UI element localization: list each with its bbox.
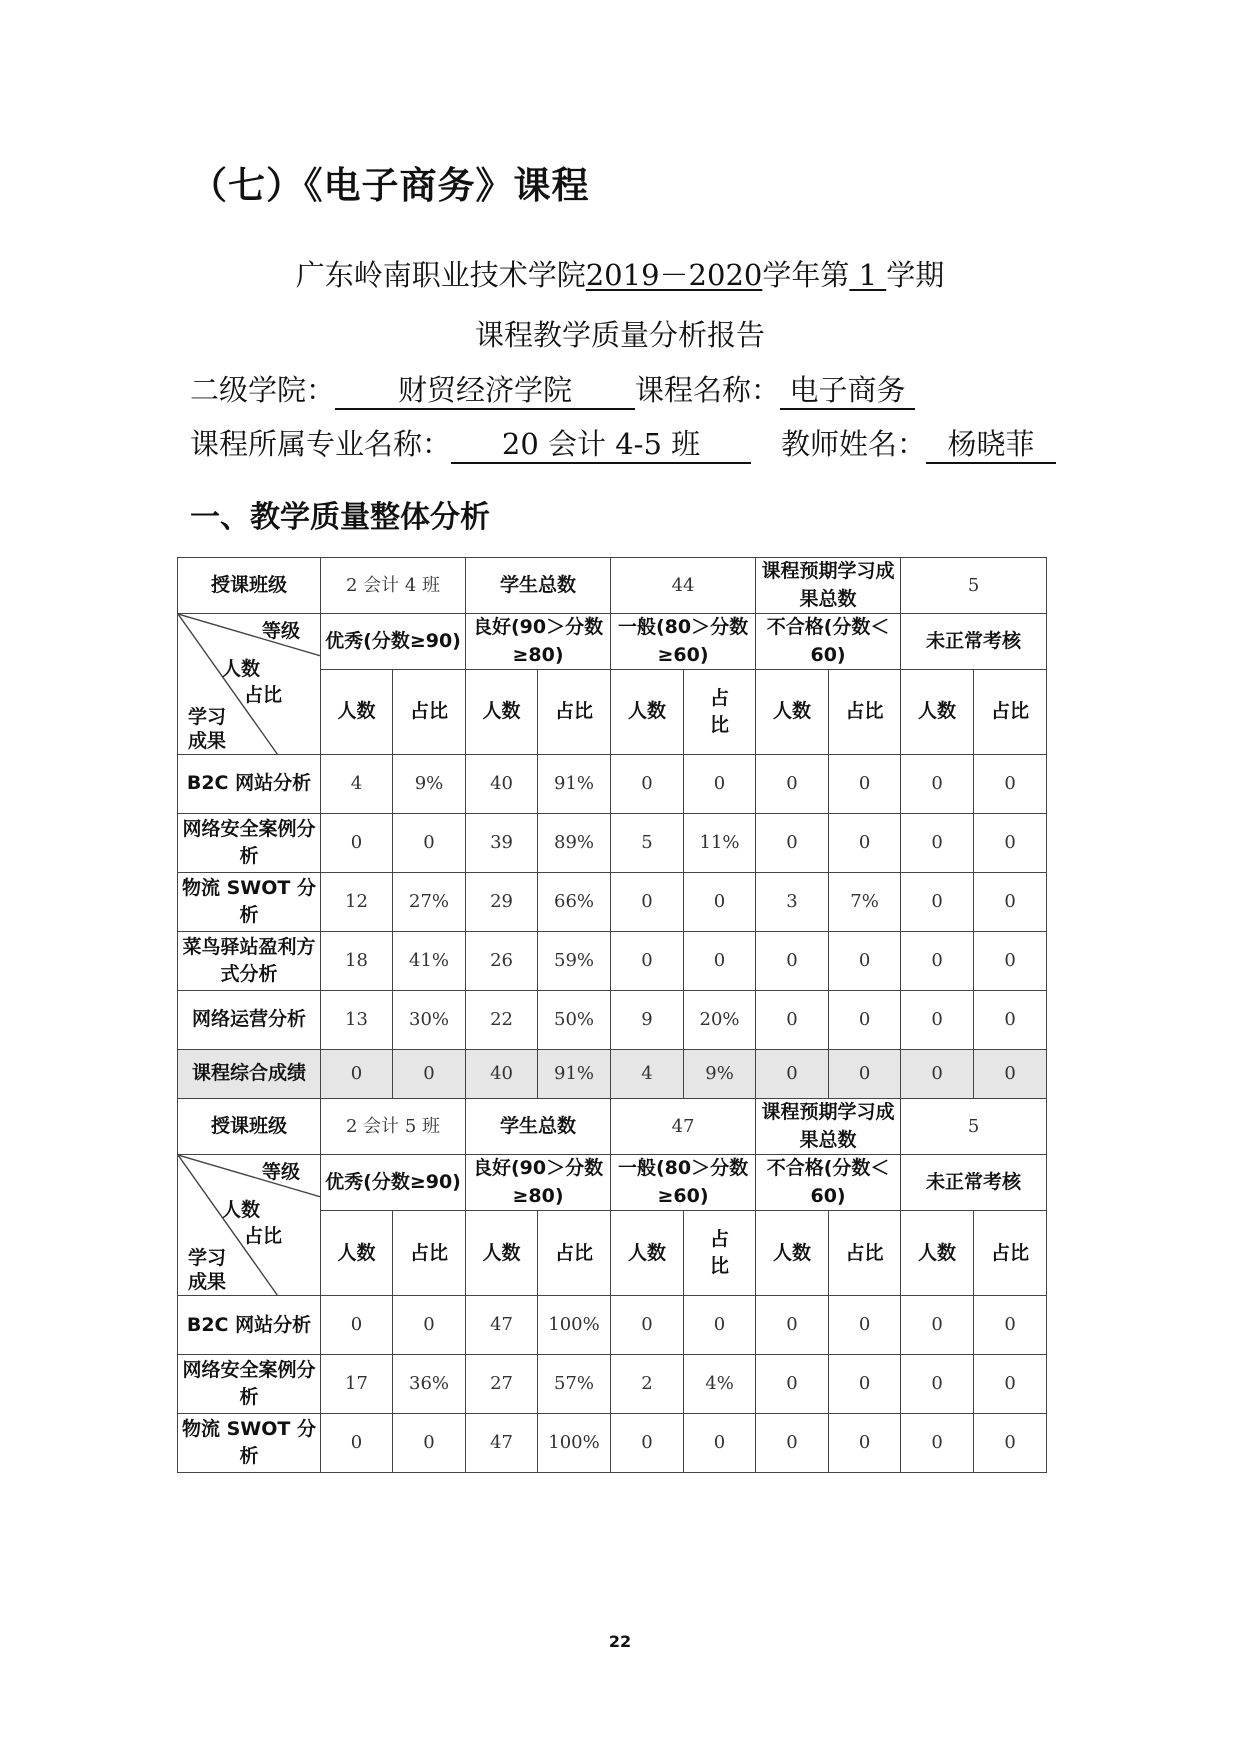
- ratio-header-part-2: 比: [710, 1255, 730, 1278]
- ratio-cell: 57%: [538, 1355, 611, 1414]
- count-cell: 0: [901, 1296, 974, 1355]
- count-cell: 5: [611, 814, 684, 873]
- count-cell: 0: [756, 755, 829, 814]
- count-cell: 3: [756, 873, 829, 932]
- ratio-cell: 0: [974, 1355, 1047, 1414]
- ratio-cell: 91%: [538, 755, 611, 814]
- table-row: [178, 932, 1047, 991]
- course-label: 课程名称：: [635, 373, 781, 407]
- ratio-cell: 30%: [393, 991, 466, 1050]
- outcome-name: 物流 SWOT 分析: [178, 873, 321, 932]
- school-name: 广东岭南职业技术学院: [295, 258, 586, 292]
- outcome-corner-label-1: 学习: [188, 706, 227, 729]
- ratio-cell: 0: [974, 991, 1047, 1050]
- table-row: [178, 991, 1047, 1050]
- count-cell: 18: [321, 932, 393, 991]
- ratio-cell: 41%: [393, 932, 466, 991]
- academic-year: 2019－2020: [585, 258, 763, 292]
- table-row: [178, 873, 1047, 932]
- ratio-cell: 4%: [684, 1355, 756, 1414]
- report-header-line1: [0, 253, 1240, 294]
- ratio-cell: 0: [684, 932, 756, 991]
- ratio-cell: 0: [974, 873, 1047, 932]
- grade-header: 良好(90＞分数≥80): [466, 1155, 611, 1211]
- grade-header: 一般(80＞分数≥60): [611, 614, 756, 670]
- class-label: 授课班级: [178, 558, 321, 614]
- ratio-cell: 0: [684, 1296, 756, 1355]
- count-cell: 0: [611, 932, 684, 991]
- year-suffix: 学年第: [762, 258, 850, 292]
- ratio-header: 占比: [974, 670, 1047, 755]
- count-header: 人数: [611, 1211, 684, 1296]
- count-cell: 0: [321, 1414, 393, 1473]
- count-cell: 0: [321, 1296, 393, 1355]
- outcome-corner-label-2: 成果: [188, 730, 227, 753]
- grade-corner-label: 等级: [261, 1161, 300, 1184]
- ratio-cell: 0: [829, 814, 901, 873]
- count-cell: 0: [756, 814, 829, 873]
- ratio-cell: 0: [974, 1050, 1047, 1099]
- count-cell: 29: [466, 873, 538, 932]
- outcome-name: 物流 SWOT 分析: [178, 1414, 321, 1473]
- count-cell: 0: [321, 814, 393, 873]
- count-header: 人数: [756, 670, 829, 755]
- table-row: [178, 558, 1047, 614]
- term-suffix: 学期: [886, 258, 945, 292]
- count-cell: 22: [466, 991, 538, 1050]
- expected-outcomes-value: 5: [901, 1099, 1047, 1155]
- section-title: （七）《电子商务》课程: [190, 164, 590, 207]
- ratio-cell: 0: [684, 1414, 756, 1473]
- expected-outcomes-label: 课程预期学习成果总数: [756, 558, 901, 614]
- table-row: [178, 755, 1047, 814]
- count-cell: 0: [901, 755, 974, 814]
- grade-header: 不合格(分数＜60): [756, 614, 901, 670]
- count-cell: 26: [466, 932, 538, 991]
- term-number: 1: [858, 258, 878, 292]
- count-cell: 0: [756, 932, 829, 991]
- count-cell: 0: [901, 814, 974, 873]
- ratio-cell: 0: [393, 1414, 466, 1473]
- count-header: 人数: [611, 670, 684, 755]
- ratio-cell: 0: [684, 755, 756, 814]
- count-cell: 4: [611, 1050, 684, 1099]
- ratio-corner-label: 占比: [244, 684, 283, 707]
- count-cell: 47: [466, 1414, 538, 1473]
- count-cell: 0: [901, 991, 974, 1050]
- ratio-header: 占比: [393, 1211, 466, 1296]
- count-cell: 47: [466, 1296, 538, 1355]
- college-label: 二级学院：: [190, 373, 336, 407]
- count-cell: 2: [611, 1355, 684, 1414]
- ratio-cell: 0: [829, 755, 901, 814]
- outcome-name: 网络安全案例分析: [178, 814, 321, 873]
- subsection-title: 一、教学质量整体分析: [190, 500, 490, 535]
- count-cell: 9: [611, 991, 684, 1050]
- class-label: 授课班级: [178, 1099, 321, 1155]
- count-header: 人数: [756, 1211, 829, 1296]
- table-row: [178, 1099, 1047, 1155]
- ratio-cell: 0: [974, 814, 1047, 873]
- grade-header: 良好(90＞分数≥80): [466, 614, 611, 670]
- ratio-cell: 0: [393, 1296, 466, 1355]
- ratio-cell: 89%: [538, 814, 611, 873]
- college-value: 财贸经济学院: [335, 372, 635, 410]
- outcome-name: 菜鸟驿站盈利方式分析: [178, 932, 321, 991]
- ratio-cell: 20%: [684, 991, 756, 1050]
- count-cell: 27: [466, 1355, 538, 1414]
- count-header: 人数: [321, 1211, 393, 1296]
- ratio-header: [684, 670, 756, 755]
- class-value: 2 会计 5 班: [321, 1099, 466, 1155]
- count-cell: 4: [321, 755, 393, 814]
- ratio-header: 占比: [974, 1211, 1047, 1296]
- count-cell: 0: [756, 1414, 829, 1473]
- ratio-cell: 0: [829, 1296, 901, 1355]
- ratio-header: 占比: [829, 670, 901, 755]
- grade-header: 优秀(分数≥90): [321, 614, 466, 670]
- count-cell: 0: [756, 1355, 829, 1414]
- ratio-cell: 0: [684, 873, 756, 932]
- table-row: [178, 1050, 1047, 1099]
- ratio-header-part-1: 占: [710, 686, 730, 709]
- grade-header: 未正常考核: [901, 614, 1047, 670]
- teacher-value: 杨晓菲: [926, 426, 1056, 464]
- expected-outcomes-label: 课程预期学习成果总数: [756, 1099, 901, 1155]
- ratio-cell: 36%: [393, 1355, 466, 1414]
- ratio-cell: 0: [829, 932, 901, 991]
- outcome-name: 网络运营分析: [178, 991, 321, 1050]
- count-header: 人数: [901, 1211, 974, 1296]
- outcome-name: 网络安全案例分析: [178, 1355, 321, 1414]
- ratio-cell: 100%: [538, 1414, 611, 1473]
- course-value: 电子商务: [780, 372, 915, 410]
- ratio-cell: 0: [974, 932, 1047, 991]
- students-label: 学生总数: [466, 1099, 611, 1155]
- outcome-name: B2C 网站分析: [178, 755, 321, 814]
- teacher-label: 教师姓名：: [781, 427, 927, 461]
- ratio-header: 占比: [829, 1211, 901, 1296]
- expected-outcomes-value: 5: [901, 558, 1047, 614]
- outcome-name: 课程综合成绩: [178, 1050, 321, 1099]
- count-cell: 0: [901, 1050, 974, 1099]
- grade-header: 不合格(分数＜60): [756, 1155, 901, 1211]
- count-header: 人数: [466, 1211, 538, 1296]
- outcome-name: B2C 网站分析: [178, 1296, 321, 1355]
- count-corner-label: 人数: [222, 1199, 261, 1222]
- table-row: [178, 1355, 1047, 1414]
- ratio-corner-label: 占比: [244, 1225, 283, 1248]
- outcome-corner-label-2: 成果: [188, 1271, 227, 1294]
- count-cell: 0: [901, 1414, 974, 1473]
- ratio-cell: 0: [829, 1414, 901, 1473]
- ratio-header-part-2: 比: [710, 714, 730, 737]
- ratio-cell: 7%: [829, 873, 901, 932]
- count-header: 人数: [321, 670, 393, 755]
- major-label: 课程所属专业名称：: [190, 427, 452, 461]
- ratio-cell: 59%: [538, 932, 611, 991]
- count-cell: 39: [466, 814, 538, 873]
- count-cell: 0: [901, 932, 974, 991]
- students-value: 44: [611, 558, 756, 614]
- ratio-cell: 0: [829, 1050, 901, 1099]
- count-header: 人数: [901, 670, 974, 755]
- grade-header: 一般(80＞分数≥60): [611, 1155, 756, 1211]
- ratio-cell: 9%: [393, 755, 466, 814]
- page-number: 22: [608, 1632, 632, 1651]
- table-row: [178, 1414, 1047, 1473]
- ratio-cell: 11%: [684, 814, 756, 873]
- diagonal-header-cell: [178, 1155, 321, 1296]
- table-row: [178, 814, 1047, 873]
- grade-header: 优秀(分数≥90): [321, 1155, 466, 1211]
- outcome-corner-label-1: 学习: [188, 1247, 227, 1270]
- report-header-line2: 课程教学质量分析报告: [474, 318, 765, 352]
- count-cell: 0: [901, 1355, 974, 1414]
- grade-corner-label: 等级: [261, 620, 300, 643]
- count-cell: 0: [611, 873, 684, 932]
- table-row: [178, 614, 1047, 670]
- ratio-cell: 0: [393, 814, 466, 873]
- major-value: 20 会计 4-5 班: [451, 426, 751, 464]
- college-row: [190, 368, 915, 410]
- diagonal-header-cell: [178, 614, 321, 755]
- ratio-cell: 0: [974, 755, 1047, 814]
- students-value: 47: [611, 1099, 756, 1155]
- count-cell: 0: [611, 755, 684, 814]
- major-row: [190, 422, 1056, 464]
- count-cell: 0: [756, 1296, 829, 1355]
- ratio-cell: 9%: [684, 1050, 756, 1099]
- ratio-cell: 0: [974, 1414, 1047, 1473]
- table-row: [178, 1296, 1047, 1355]
- count-cell: 0: [611, 1296, 684, 1355]
- count-cell: 0: [611, 1414, 684, 1473]
- count-cell: 13: [321, 991, 393, 1050]
- ratio-cell: 0: [829, 1355, 901, 1414]
- ratio-cell: 66%: [538, 873, 611, 932]
- count-cell: 17: [321, 1355, 393, 1414]
- count-cell: 12: [321, 873, 393, 932]
- count-corner-label: 人数: [222, 658, 261, 681]
- ratio-header: 占比: [538, 1211, 611, 1296]
- ratio-header: 占比: [538, 670, 611, 755]
- ratio-cell: 0: [974, 1296, 1047, 1355]
- ratio-header-part-1: 占: [710, 1227, 730, 1250]
- count-cell: 0: [321, 1050, 393, 1099]
- ratio-header: 占比: [393, 670, 466, 755]
- class-value: 2 会计 4 班: [321, 558, 466, 614]
- ratio-cell: 27%: [393, 873, 466, 932]
- grade-header: 未正常考核: [901, 1155, 1047, 1211]
- ratio-cell: 100%: [538, 1296, 611, 1355]
- students-label: 学生总数: [466, 558, 611, 614]
- table-row: [178, 1155, 1047, 1211]
- count-cell: 0: [901, 873, 974, 932]
- ratio-header: [684, 1211, 756, 1296]
- quality-table: [177, 557, 1047, 1473]
- count-cell: 0: [756, 1050, 829, 1099]
- ratio-cell: 50%: [538, 991, 611, 1050]
- count-cell: 0: [756, 991, 829, 1050]
- ratio-cell: 0: [829, 991, 901, 1050]
- ratio-cell: 91%: [538, 1050, 611, 1099]
- count-header: 人数: [466, 670, 538, 755]
- ratio-cell: 0: [393, 1050, 466, 1099]
- count-cell: 40: [466, 755, 538, 814]
- count-cell: 40: [466, 1050, 538, 1099]
